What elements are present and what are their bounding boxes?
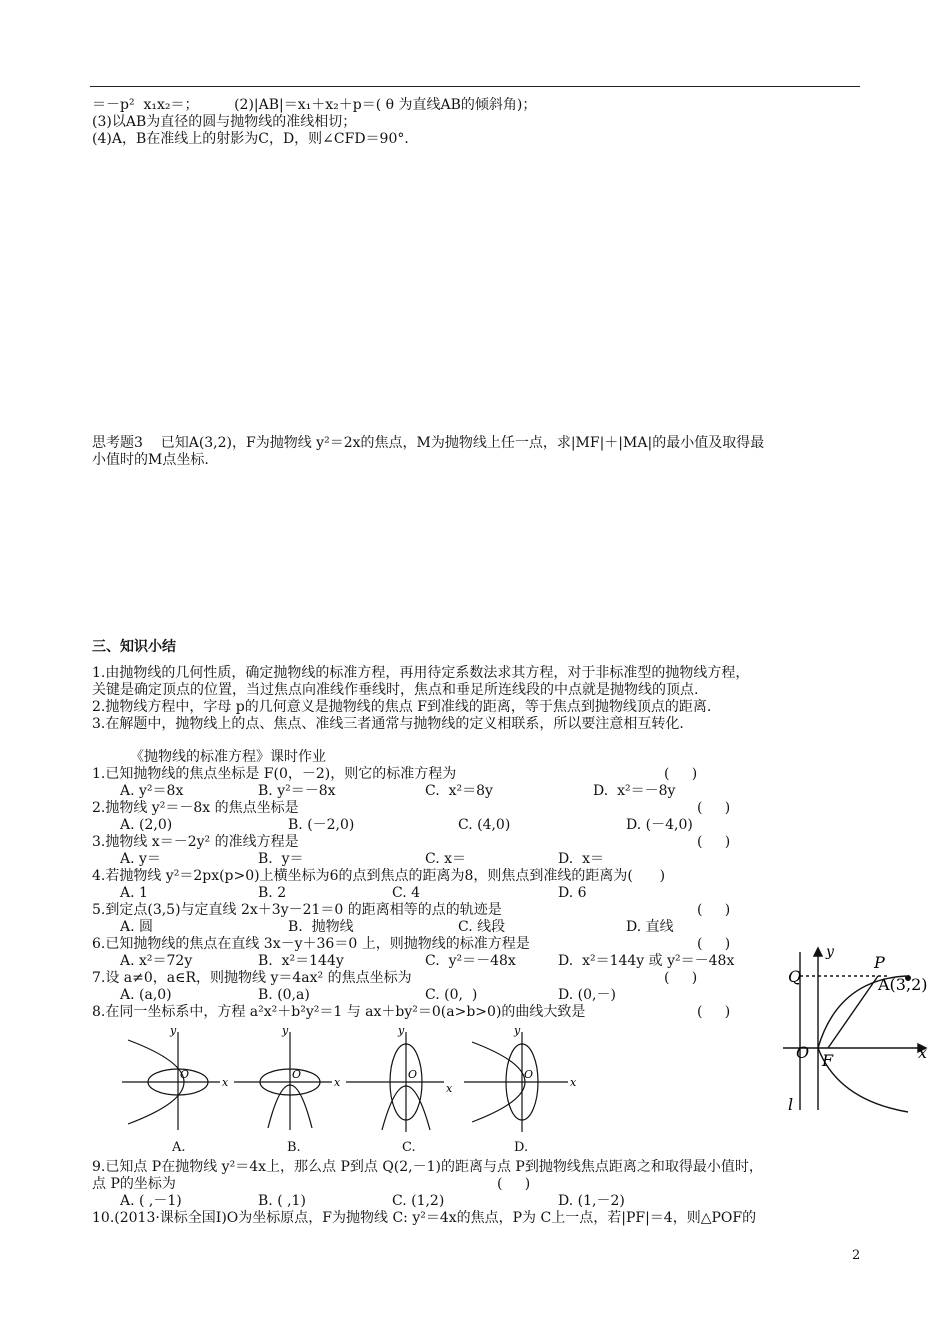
q8-figure-b [232, 1020, 342, 1135]
q7-answer-paren: ( ) [664, 970, 698, 986]
q8-caption-c: C. [402, 1140, 416, 1155]
q2-option-a: A. (2,0) [120, 817, 173, 833]
q3-option-d: D. x＝ [558, 851, 604, 867]
x-axis-label: x [222, 1076, 229, 1089]
q8-caption-a: A. [172, 1140, 186, 1155]
label-f: F [822, 1051, 834, 1070]
x-axis-label: x [570, 1076, 577, 1089]
q6-option-c: C. y²＝－48x [425, 953, 516, 969]
q5-option-a: A. 圆 [120, 919, 154, 935]
q7-stem: 7.设 a≠0，a∈R，则抛物线 y＝4ax² 的焦点坐标为 [92, 970, 412, 986]
q4-option-a: A. 1 [120, 885, 148, 901]
y-axis-arrow [814, 948, 822, 956]
summary-line-1: 1.由抛物线的几何性质，确定抛物线的标准方程，再用待定系数法求其方程，对于非标准型的抛物线方程， [92, 665, 750, 681]
q6-option-b: B. x²＝144y [258, 953, 344, 969]
q3-option-c: C. x＝ [425, 851, 467, 867]
q2-stem: 2.抛物线 y²＝－8x 的焦点坐标是 [92, 800, 299, 816]
label-q: Q [788, 967, 802, 986]
origin-label: O [292, 1068, 302, 1081]
x-axis-label: x [334, 1076, 341, 1089]
q8-caption-d: D. [514, 1140, 529, 1155]
q3-option-a: A. y＝ [120, 851, 161, 867]
q6-option-a: A. x²＝72y [120, 953, 193, 969]
q8-stem: 8.在同一坐标系中，方程 a²x²＋b²y²＝1 与 ax＋by²＝0(a>b>0)的曲线大致是 [92, 1004, 586, 1020]
q3-stem: 3.抛物线 x＝－2y² 的准线方程是 [92, 834, 299, 850]
top-line-2: (3)以AB为直径的圆与抛物线的准线相切； [92, 114, 357, 130]
page-number: 2 [852, 1248, 861, 1263]
label-p: P [874, 953, 885, 972]
q7-option-b: B. (0,a) [258, 987, 310, 1003]
origin-label: O [408, 1068, 418, 1081]
q7-option-c: C. (0, ) [425, 987, 478, 1003]
parabola-figure [778, 940, 938, 1115]
q8-figure-c [344, 1020, 464, 1135]
q4-option-b: B. 2 [258, 885, 287, 901]
q2-option-b: B. (－2,0) [288, 817, 355, 833]
q6-option-d: D. x²＝144y 或 y²＝－48x [558, 953, 735, 969]
q2-option-c: C. (4,0) [458, 817, 511, 833]
q8-figure-d [462, 1020, 582, 1135]
summary-title: 三、知识小结 [92, 639, 176, 655]
q9-line-2: 点 P的坐标为 [92, 1176, 176, 1192]
q3-answer-paren: ( ) [697, 834, 731, 850]
q9-line-1: 9.已知点 P在抛物线 y²＝4x上，那么点 P到点 Q(2,－1)的距离与点 P到抛物线焦点距离之和取得最小值时， [92, 1159, 763, 1175]
q4-option-d: D. 6 [558, 885, 587, 901]
q9-answer-paren: ( ) [497, 1176, 531, 1192]
q5-stem: 5.到定点(3,5)与定直线 2x＋3y－21＝0 的距离相等的点的轨迹是 [92, 902, 502, 918]
think3-line-1: 思考题3 已知A(3,2)，F为抛物线 y²＝2x的焦点，M为抛物线上任一点，求|MF|＋|MA|的最小值及取得最 [92, 435, 765, 451]
top-line-1: ＝－p² x₁x₂＝； (2)|AB|＝x₁＋x₂＋p＝( θ 为直线AB的倾斜角)； [92, 97, 537, 113]
q4-option-c: C. 4 [392, 885, 421, 901]
q1-option-b: B. y²＝－8x [258, 783, 336, 799]
summary-line-2: 关键是确定顶点的位置，当过焦点向准线作垂线时，焦点和垂足所连线段的中点就是抛物线的顶点. [92, 682, 699, 698]
label-l: l [788, 1095, 794, 1114]
q6-stem: 6.已知抛物线的焦点在直线 3x－y＋36＝0 上，则抛物线的标准方程是 [92, 936, 530, 952]
top-line-3: (4)A，B在准线上的射影为C，D，则∠CFD＝90°． [92, 131, 419, 147]
q5-option-c: C. 线段 [458, 919, 506, 935]
header-rule [90, 86, 860, 87]
homework-title: 《抛物线的标准方程》课时作业 [130, 749, 326, 765]
q1-stem: 1.已知抛物线的焦点坐标是 F(0，－2)，则它的标准方程为 [92, 766, 457, 782]
q9-option-d: D. (1,－2) [558, 1193, 625, 1209]
q10-stem: 10.(2013·课标全国Ⅰ)O为坐标原点，F为抛物线 C: y²＝4x的焦点，P为 C上一点，若|PF|＝4，则△POF的 [92, 1210, 757, 1226]
q2-option-d: D. (－4,0) [626, 817, 693, 833]
y-axis-label: y [170, 1024, 177, 1037]
label-o: O [796, 1043, 810, 1062]
origin-label: O [524, 1068, 534, 1081]
y-axis-label: y [398, 1024, 405, 1037]
q8-caption-b: B. [287, 1140, 301, 1155]
q9-option-b: B. ( ,1) [258, 1193, 306, 1209]
y-axis-label: y [282, 1024, 289, 1037]
q5-answer-paren: ( ) [697, 902, 731, 918]
q1-option-a: A. y²＝8x [120, 783, 184, 799]
q1-option-c: C. x²＝8y [425, 783, 493, 799]
summary-line-4: 3.在解题中，抛物线上的点、焦点、准线三者通常与抛物线的定义相联系，所以要注意相互转化. [92, 716, 684, 732]
q1-option-d: D. x²＝－8y [593, 783, 676, 799]
q7-option-d: D. (0,－) [558, 987, 616, 1003]
think3-line-2: 小值时的M点坐标. [92, 452, 209, 468]
q3-option-b: B. y＝ [258, 851, 304, 867]
summary-line-3: 2.抛物线方程中，字母 p的几何意义是抛物线的焦点 F到准线的距离，等于焦点到抛物线顶点的距离. [92, 699, 712, 715]
q8-answer-paren: ( ) [697, 1004, 731, 1020]
q4-stem: 4.若抛物线 y²＝2px(p>0)上横坐标为6的点到焦点的距离为8，则焦点到准线的距离为( ) [92, 868, 666, 884]
q7-option-a: A. (a,0) [120, 987, 172, 1003]
label-a: A(3,2) [878, 975, 928, 994]
q6-answer-paren: ( ) [697, 936, 731, 952]
q8-figure-a [120, 1020, 230, 1135]
y-axis-label: y [514, 1024, 521, 1037]
q9-option-a: A. ( ,－1) [120, 1193, 182, 1209]
label-x: x [918, 1043, 928, 1062]
origin-label: O [180, 1068, 190, 1081]
q5-option-d: D. 直线 [626, 919, 674, 935]
label-y: y [826, 944, 834, 960]
q1-answer-paren: ( ) [664, 766, 698, 782]
q2-answer-paren: ( ) [697, 800, 731, 816]
x-axis-label: x [446, 1082, 453, 1095]
q9-option-c: C. (1,2) [392, 1193, 445, 1209]
q5-option-b: B. 抛物线 [288, 919, 354, 935]
